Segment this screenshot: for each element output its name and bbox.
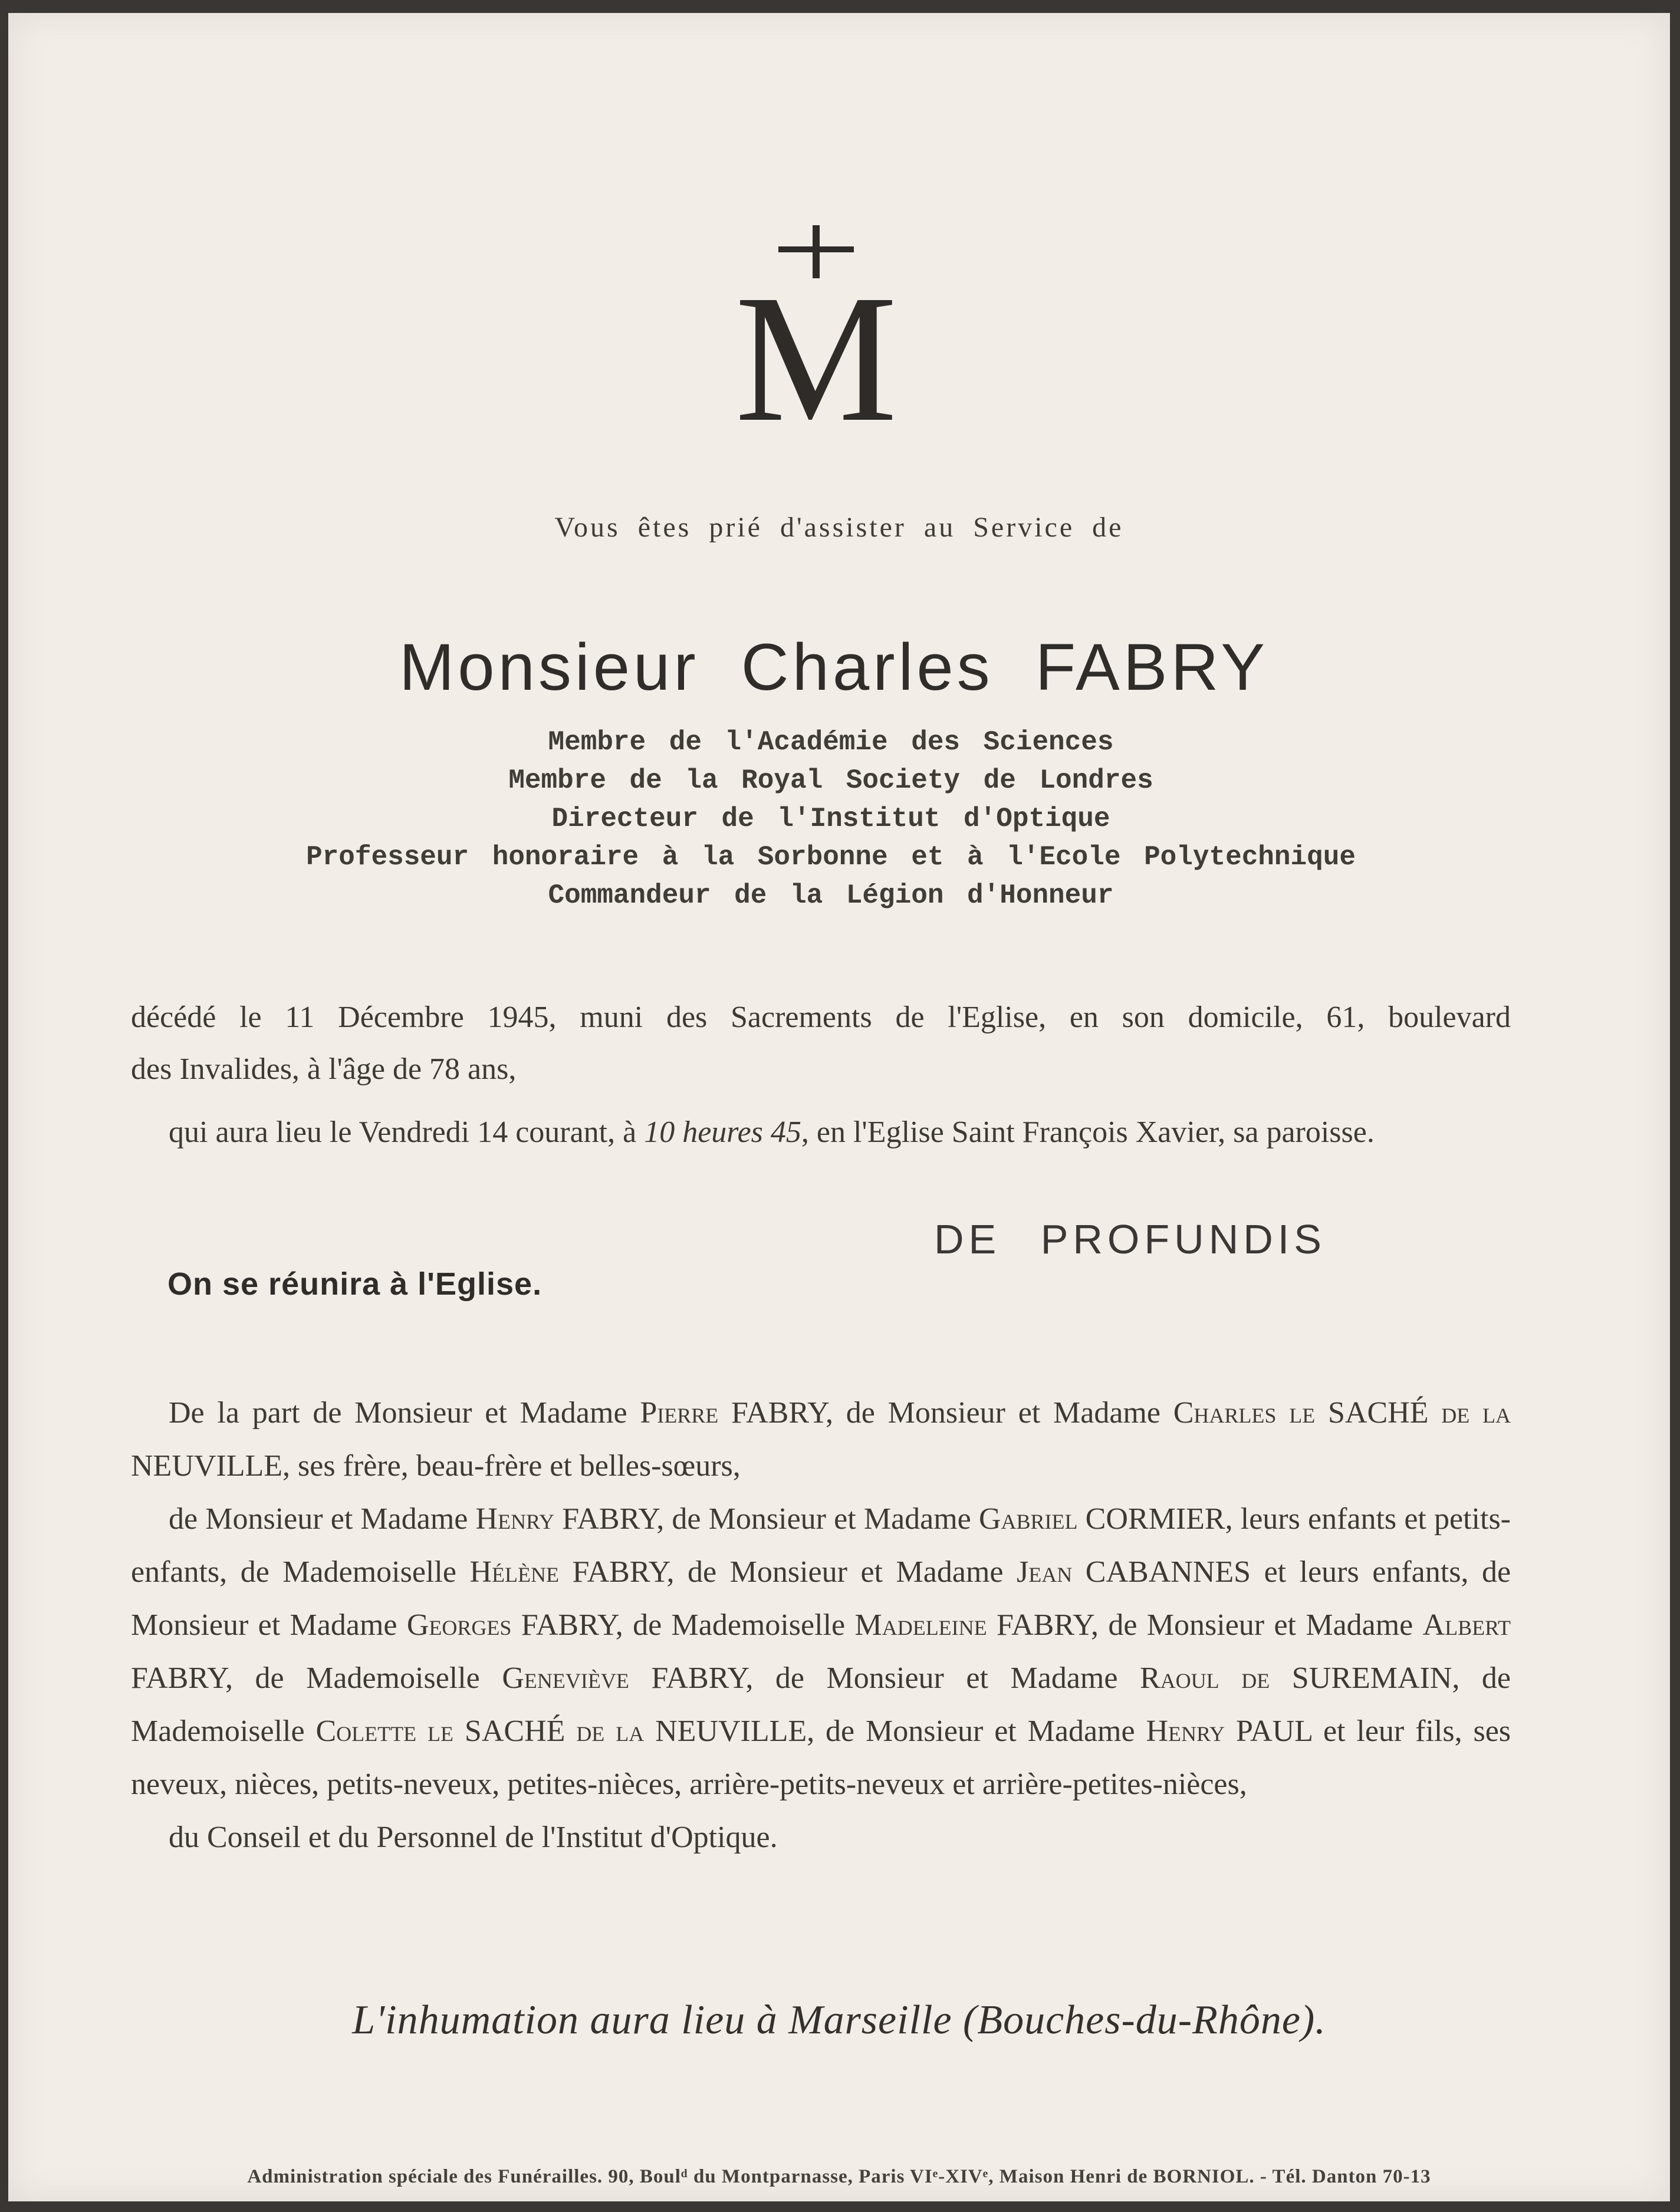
- burial-notice: L'inhumation aura lieu à Marseille (Bouches-du-Rhône).: [352, 1997, 1326, 2043]
- family-text: FABRY, de Mademoiselle: [521, 1608, 846, 1642]
- family-firstname: Charles le: [1173, 1396, 1316, 1430]
- family-firstname: Jean: [1017, 1555, 1073, 1589]
- family-institut: du Conseil et du Personnel de l'Institut d'Optique.: [169, 1821, 778, 1854]
- family-firstname: Henry: [1146, 1714, 1225, 1748]
- title-royal-society: Membre de la Royal Society de Londres: [508, 765, 1153, 796]
- family-firstname: Gabriel: [978, 1502, 1078, 1536]
- funeral-home-footer: Administration spéciale des Funérailles. 90, Boulᵈ du Montparnasse, Paris VIᵉ-XIVᵉ, Maison Henri de BORNIOL. - Tél. Danton 70-13: [247, 2166, 1431, 2187]
- family-firstname: Raoul de: [1140, 1661, 1270, 1695]
- family-text: CORMIER, leurs enfants et petits-enfants, de Mademoiselle: [131, 1502, 1511, 1589]
- family-text: NEUVILLE, ses frère, beau-frère et belles-sœurs,: [131, 1449, 741, 1483]
- family-text: FABRY, de Monsieur et Madame: [562, 1502, 971, 1536]
- family-text: FABRY, de Monsieur et Madame: [997, 1608, 1413, 1642]
- death-notice: [131, 992, 1511, 1095]
- family-text: SUREMAIN, de Mademoiselle: [131, 1661, 1511, 1748]
- family-text: PAUL et leur fils, ses neveux, nièces, petits-neveux, petites-nièces, arrière-petits-neveux et arrière-petites-nièces,: [131, 1714, 1511, 1801]
- title-legion-honneur: Commandeur de la Légion d'Honneur: [548, 880, 1114, 911]
- family-firstname: Georges: [406, 1608, 512, 1642]
- family-firstname: Hélène: [469, 1555, 559, 1589]
- marian-monogram-icon: [722, 225, 910, 437]
- family-particle: de la: [1441, 1396, 1511, 1430]
- family-surname: SACHÉ: [1327, 1396, 1429, 1430]
- family-text: De la part de Monsieur et Madame: [169, 1396, 627, 1430]
- family-text: CABANNES et leurs enfants, de Monsieur et Madame: [131, 1555, 1511, 1642]
- family-text: NEUVILLE, de Monsieur et Madame: [655, 1714, 1135, 1748]
- family-text: FABRY, de Mademoiselle: [131, 1661, 480, 1695]
- title-professeur: Professeur honoraire à la Sorbonne et à l'Ecole Polytechnique: [306, 842, 1356, 873]
- death-notice-line2: des Invalides, à l'âge de 78 ans,: [131, 1052, 517, 1086]
- family-particle: de la: [576, 1714, 645, 1748]
- family-text: FABRY, de Monsieur et Madame: [731, 1396, 1160, 1430]
- deceased-name: Monsieur Charles FABRY: [399, 630, 1268, 704]
- funeral-notice-card: [8, 13, 1670, 2201]
- family-surname: SACHÉ: [464, 1714, 566, 1748]
- family-firstname: Henry: [475, 1502, 555, 1536]
- family-firstname: Colette le: [315, 1714, 454, 1748]
- service-time: 10 heures 45: [644, 1115, 801, 1149]
- de-profundis: DE PROFUNDIS: [934, 1216, 1326, 1262]
- family-list: [131, 1387, 1511, 1864]
- family-firstname: Geneviève: [502, 1661, 629, 1695]
- death-notice-line1: décédé le 11 Décembre 1945, muni des Sacrements de l'Eglise, en son domicile, 61, boulevard: [131, 1000, 1511, 1034]
- family-text: FABRY, de Monsieur et Madame: [572, 1555, 1004, 1589]
- family-text: de Monsieur et Madame: [169, 1502, 468, 1536]
- family-firstname: Albert: [1422, 1608, 1511, 1642]
- family-firstname: Madeleine: [854, 1608, 987, 1642]
- family-firstname: Pierre: [640, 1396, 719, 1430]
- service-text-before: qui aura lieu le Vendredi 14 courant, à: [169, 1115, 637, 1149]
- invitation-line: Vous êtes prié d'assister au Service de: [554, 512, 1124, 543]
- title-institut-optique: Directeur de l'Institut d'Optique: [551, 804, 1110, 834]
- gathering-note: On se réunira à l'Eglise.: [167, 1266, 543, 1302]
- svg-text:M: M: [735, 258, 897, 437]
- service-paragraph: [131, 1107, 1511, 1158]
- service-text-after: , en l'Eglise Saint François Xavier, sa paroisse.: [801, 1115, 1375, 1149]
- family-text: FABRY, de Monsieur et Madame: [651, 1661, 1118, 1695]
- title-academie: Membre de l'Académie des Sciences: [548, 727, 1114, 758]
- titles-list: [8, 723, 1653, 915]
